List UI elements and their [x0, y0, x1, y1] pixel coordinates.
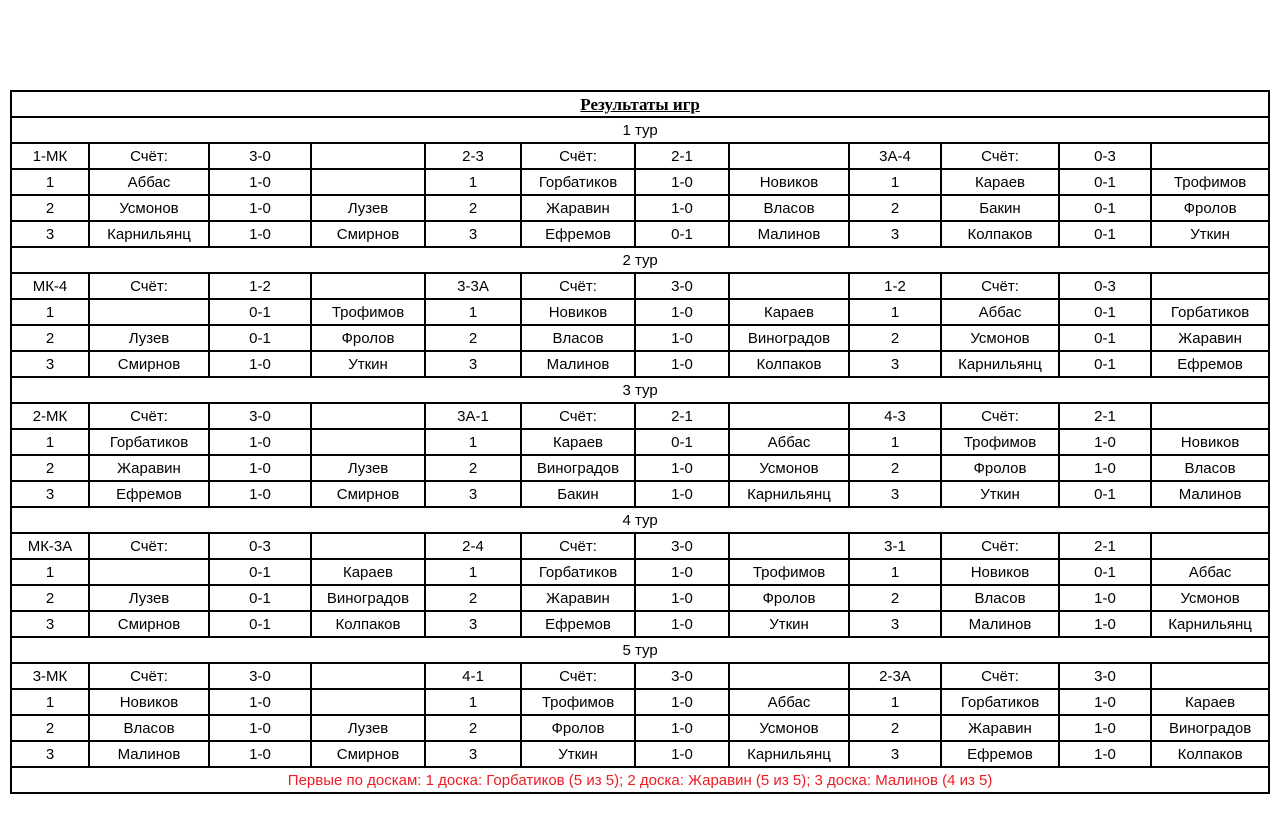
board-number: 3	[849, 351, 941, 377]
player-left: Власов	[941, 585, 1059, 611]
player-left: Власов	[521, 325, 635, 351]
board-result: 0-1	[1059, 169, 1151, 195]
match-pairing: 3А-4	[849, 143, 941, 169]
match-score: 3-0	[635, 663, 729, 689]
player-right: Фролов	[1151, 195, 1269, 221]
board-number: 1	[11, 429, 89, 455]
player-left: Лузев	[89, 585, 209, 611]
board-result: 1-0	[209, 221, 311, 247]
player-right	[311, 429, 425, 455]
score-label: Счёт:	[521, 273, 635, 299]
player-right: Виноградов	[729, 325, 849, 351]
player-right: Фролов	[729, 585, 849, 611]
board-row	[11, 611, 1269, 637]
spacer-cell	[311, 533, 425, 559]
board-number: 3	[425, 351, 521, 377]
match-score: 2-1	[1059, 403, 1151, 429]
board-result: 0-1	[1059, 195, 1151, 221]
board-number: 1	[849, 429, 941, 455]
player-right: Уткин	[1151, 221, 1269, 247]
board-result: 0-1	[635, 429, 729, 455]
player-left: Ефремов	[521, 611, 635, 637]
match-header-row	[11, 143, 1269, 169]
player-left: Горбатиков	[521, 169, 635, 195]
player-left: Бакин	[941, 195, 1059, 221]
round-label: 4 тур	[11, 507, 1269, 533]
player-right: Аббас	[729, 429, 849, 455]
board-number: 1	[11, 689, 89, 715]
match-pairing: МК-3А	[11, 533, 89, 559]
board-result: 1-0	[1059, 429, 1151, 455]
board-result: 0-1	[1059, 325, 1151, 351]
board-row	[11, 741, 1269, 767]
board-number: 3	[11, 481, 89, 507]
board-result: 1-0	[209, 481, 311, 507]
round-label-row	[11, 377, 1269, 403]
spacer-cell	[311, 663, 425, 689]
player-left: Ефремов	[521, 221, 635, 247]
spacer-cell	[1151, 143, 1269, 169]
player-right: Виноградов	[1151, 715, 1269, 741]
score-label: Счёт:	[941, 143, 1059, 169]
player-right: Аббас	[729, 689, 849, 715]
player-left: Жаравин	[521, 585, 635, 611]
board-number: 3	[849, 221, 941, 247]
board-row	[11, 221, 1269, 247]
board-number: 2	[11, 455, 89, 481]
board-result: 1-0	[635, 481, 729, 507]
board-result: 1-0	[635, 169, 729, 195]
match-pairing: 1-2	[849, 273, 941, 299]
round-label-row	[11, 247, 1269, 273]
board-number: 3	[849, 741, 941, 767]
board-number: 3	[849, 611, 941, 637]
player-right: Малинов	[729, 221, 849, 247]
player-right: Фролов	[311, 325, 425, 351]
player-left: Малинов	[89, 741, 209, 767]
spacer-cell	[729, 143, 849, 169]
board-result: 0-1	[209, 611, 311, 637]
score-label: Счёт:	[521, 663, 635, 689]
match-header-row	[11, 663, 1269, 689]
player-right: Смирнов	[311, 741, 425, 767]
player-left: Трофимов	[521, 689, 635, 715]
board-result: 1-0	[635, 585, 729, 611]
board-number: 1	[425, 689, 521, 715]
player-right: Караев	[729, 299, 849, 325]
board-number: 2	[425, 455, 521, 481]
player-left: Жаравин	[89, 455, 209, 481]
board-result: 1-0	[1059, 689, 1151, 715]
player-left: Карнильянц	[89, 221, 209, 247]
spacer-cell	[729, 403, 849, 429]
board-number: 2	[425, 325, 521, 351]
player-left: Трофимов	[941, 429, 1059, 455]
match-score: 2-1	[635, 143, 729, 169]
player-right: Карнильянц	[729, 481, 849, 507]
player-right: Лузев	[311, 195, 425, 221]
score-label: Счёт:	[941, 663, 1059, 689]
player-right: Новиков	[1151, 429, 1269, 455]
score-label: Счёт:	[89, 143, 209, 169]
player-right: Карнильянц	[1151, 611, 1269, 637]
board-result: 1-0	[209, 715, 311, 741]
match-pairing: 2-3А	[849, 663, 941, 689]
spacer-cell	[1151, 533, 1269, 559]
player-right: Лузев	[311, 455, 425, 481]
player-left: Смирнов	[89, 611, 209, 637]
board-row	[11, 169, 1269, 195]
match-pairing: МК-4	[11, 273, 89, 299]
player-right: Уткин	[729, 611, 849, 637]
board-result: 1-0	[635, 455, 729, 481]
player-left: Ефремов	[941, 741, 1059, 767]
board-row	[11, 351, 1269, 377]
score-label: Счёт:	[89, 533, 209, 559]
player-right: Трофимов	[1151, 169, 1269, 195]
board-row	[11, 689, 1269, 715]
player-right: Жаравин	[1151, 325, 1269, 351]
round-label: 1 тур	[11, 117, 1269, 143]
results-table	[10, 90, 1270, 794]
match-pairing: 4-3	[849, 403, 941, 429]
match-header-row	[11, 273, 1269, 299]
board-number: 3	[849, 481, 941, 507]
document-sheet	[10, 90, 1270, 794]
board-row	[11, 481, 1269, 507]
board-row	[11, 299, 1269, 325]
board-result: 1-0	[209, 169, 311, 195]
board-result: 0-1	[209, 299, 311, 325]
board-result: 1-0	[635, 351, 729, 377]
spacer-cell	[311, 403, 425, 429]
player-left	[89, 559, 209, 585]
match-score: 1-2	[209, 273, 311, 299]
round-label: 2 тур	[11, 247, 1269, 273]
player-right: Власов	[729, 195, 849, 221]
player-left: Карнильянц	[941, 351, 1059, 377]
match-score: 3-0	[635, 533, 729, 559]
board-number: 2	[425, 195, 521, 221]
spacer-cell	[729, 663, 849, 689]
player-left: Колпаков	[941, 221, 1059, 247]
board-result: 1-0	[1059, 715, 1151, 741]
board-number: 1	[849, 169, 941, 195]
player-right	[311, 169, 425, 195]
player-right: Караев	[1151, 689, 1269, 715]
player-left: Лузев	[89, 325, 209, 351]
board-number: 1	[849, 559, 941, 585]
player-left: Новиков	[521, 299, 635, 325]
board-number: 1	[425, 299, 521, 325]
board-result: 1-0	[635, 611, 729, 637]
player-left	[89, 299, 209, 325]
board-result: 1-0	[1059, 741, 1151, 767]
board-number: 3	[425, 481, 521, 507]
player-right: Трофимов	[311, 299, 425, 325]
match-score: 3-0	[209, 663, 311, 689]
score-label: Счёт:	[521, 143, 635, 169]
board-number: 2	[11, 195, 89, 221]
board-number: 3	[425, 221, 521, 247]
title-cell	[11, 91, 1269, 117]
player-left: Уткин	[521, 741, 635, 767]
board-number: 1	[849, 299, 941, 325]
board-number: 1	[11, 559, 89, 585]
match-score: 3-0	[209, 143, 311, 169]
round-label-row	[11, 637, 1269, 663]
player-right: Ефремов	[1151, 351, 1269, 377]
player-right	[311, 689, 425, 715]
match-score: 0-3	[1059, 143, 1151, 169]
board-number: 2	[11, 715, 89, 741]
round-label-row	[11, 117, 1269, 143]
player-left: Малинов	[521, 351, 635, 377]
player-right: Лузев	[311, 715, 425, 741]
player-left: Аббас	[941, 299, 1059, 325]
board-row	[11, 559, 1269, 585]
match-score: 2-1	[1059, 533, 1151, 559]
player-left: Ефремов	[89, 481, 209, 507]
board-result: 0-1	[635, 221, 729, 247]
board-number: 1	[425, 559, 521, 585]
board-number: 1	[425, 429, 521, 455]
player-left: Горбатиков	[941, 689, 1059, 715]
player-left: Уткин	[941, 481, 1059, 507]
board-number: 1	[849, 689, 941, 715]
player-left: Малинов	[941, 611, 1059, 637]
player-right: Новиков	[729, 169, 849, 195]
spacer-cell	[729, 273, 849, 299]
match-pairing: 2-МК	[11, 403, 89, 429]
title-row	[11, 91, 1269, 117]
board-number: 1	[11, 299, 89, 325]
player-right: Виноградов	[311, 585, 425, 611]
board-result: 1-0	[635, 195, 729, 221]
board-number: 1	[425, 169, 521, 195]
match-pairing: 3-1	[849, 533, 941, 559]
player-right: Смирнов	[311, 221, 425, 247]
player-right: Трофимов	[729, 559, 849, 585]
page-title: Результаты игр	[580, 94, 700, 114]
score-label: Счёт:	[521, 403, 635, 429]
board-number: 2	[849, 325, 941, 351]
board-result: 1-0	[209, 455, 311, 481]
player-left: Аббас	[89, 169, 209, 195]
board-number: 3	[425, 611, 521, 637]
board-result: 0-1	[1059, 299, 1151, 325]
board-number: 2	[849, 195, 941, 221]
player-left: Караев	[521, 429, 635, 455]
board-result: 0-1	[209, 559, 311, 585]
board-result: 0-1	[1059, 351, 1151, 377]
spacer-cell	[1151, 403, 1269, 429]
player-left: Усмонов	[941, 325, 1059, 351]
match-pairing: 2-3	[425, 143, 521, 169]
player-left: Новиков	[941, 559, 1059, 585]
spacer-cell	[1151, 663, 1269, 689]
player-left: Бакин	[521, 481, 635, 507]
board-result: 1-0	[1059, 455, 1151, 481]
board-number: 2	[11, 325, 89, 351]
player-right: Аббас	[1151, 559, 1269, 585]
player-left: Жаравин	[521, 195, 635, 221]
board-result: 1-0	[209, 741, 311, 767]
match-pairing: 3-МК	[11, 663, 89, 689]
player-left: Жаравин	[941, 715, 1059, 741]
match-score: 3-0	[635, 273, 729, 299]
board-number: 3	[11, 741, 89, 767]
board-number: 2	[425, 585, 521, 611]
player-left: Усмонов	[89, 195, 209, 221]
board-number: 2	[425, 715, 521, 741]
board-row	[11, 585, 1269, 611]
board-row	[11, 455, 1269, 481]
score-label: Счёт:	[89, 663, 209, 689]
round-label: 3 тур	[11, 377, 1269, 403]
board-result: 1-0	[635, 741, 729, 767]
match-pairing: 3-3А	[425, 273, 521, 299]
player-left: Фролов	[521, 715, 635, 741]
score-label: Счёт:	[941, 533, 1059, 559]
board-result: 1-0	[1059, 611, 1151, 637]
player-right: Горбатиков	[1151, 299, 1269, 325]
board-number: 2	[849, 455, 941, 481]
board-result: 0-1	[209, 585, 311, 611]
board-result: 0-1	[1059, 481, 1151, 507]
player-left: Смирнов	[89, 351, 209, 377]
spacer-cell	[1151, 273, 1269, 299]
board-result: 1-0	[209, 351, 311, 377]
match-score: 3-0	[1059, 663, 1151, 689]
score-label: Счёт:	[941, 403, 1059, 429]
board-number: 2	[849, 585, 941, 611]
round-label-row	[11, 507, 1269, 533]
match-score: 0-3	[1059, 273, 1151, 299]
board-result: 1-0	[635, 715, 729, 741]
player-left: Фролов	[941, 455, 1059, 481]
player-right: Карнильянц	[729, 741, 849, 767]
player-right: Колпаков	[1151, 741, 1269, 767]
player-left: Виноградов	[521, 455, 635, 481]
board-row	[11, 715, 1269, 741]
round-label: 5 тур	[11, 637, 1269, 663]
player-right: Колпаков	[729, 351, 849, 377]
board-number: 3	[11, 351, 89, 377]
score-label: Счёт:	[89, 273, 209, 299]
player-left: Горбатиков	[521, 559, 635, 585]
match-header-row	[11, 533, 1269, 559]
score-label: Счёт:	[89, 403, 209, 429]
match-score: 2-1	[635, 403, 729, 429]
player-left: Новиков	[89, 689, 209, 715]
match-header-row	[11, 403, 1269, 429]
board-result: 1-0	[209, 429, 311, 455]
player-left: Власов	[89, 715, 209, 741]
score-label: Счёт:	[521, 533, 635, 559]
footer-row	[11, 767, 1269, 793]
board-result: 1-0	[635, 689, 729, 715]
match-pairing: 2-4	[425, 533, 521, 559]
board-result: 1-0	[1059, 585, 1151, 611]
player-right: Усмонов	[1151, 585, 1269, 611]
player-right: Караев	[311, 559, 425, 585]
spacer-cell	[311, 273, 425, 299]
board-number: 2	[11, 585, 89, 611]
spacer-cell	[311, 143, 425, 169]
board-number: 1	[11, 169, 89, 195]
player-right: Власов	[1151, 455, 1269, 481]
match-pairing: 1-МК	[11, 143, 89, 169]
board-number: 3	[11, 611, 89, 637]
board-row	[11, 429, 1269, 455]
match-score: 3-0	[209, 403, 311, 429]
player-right: Смирнов	[311, 481, 425, 507]
board-number: 3	[11, 221, 89, 247]
spacer-cell	[729, 533, 849, 559]
player-right: Уткин	[311, 351, 425, 377]
board-number: 2	[849, 715, 941, 741]
board-result: 1-0	[209, 195, 311, 221]
board-result: 0-1	[209, 325, 311, 351]
player-right: Усмонов	[729, 715, 849, 741]
score-label: Счёт:	[941, 273, 1059, 299]
player-right: Малинов	[1151, 481, 1269, 507]
board-row	[11, 325, 1269, 351]
boards-winners-note: Первые по доскам: 1 доска: Горбатиков (5 из 5); 2 доска: Жаравин (5 из 5); 3 доска: Малинов (4 из 5)	[11, 767, 1269, 793]
match-pairing: 4-1	[425, 663, 521, 689]
match-score: 0-3	[209, 533, 311, 559]
player-left: Караев	[941, 169, 1059, 195]
board-number: 3	[425, 741, 521, 767]
board-result: 1-0	[635, 299, 729, 325]
player-right: Колпаков	[311, 611, 425, 637]
board-row	[11, 195, 1269, 221]
player-left: Горбатиков	[89, 429, 209, 455]
board-result: 1-0	[635, 325, 729, 351]
match-pairing: 3А-1	[425, 403, 521, 429]
board-result: 0-1	[1059, 221, 1151, 247]
player-right: Усмонов	[729, 455, 849, 481]
board-result: 1-0	[635, 559, 729, 585]
board-result: 1-0	[209, 689, 311, 715]
board-result: 0-1	[1059, 559, 1151, 585]
